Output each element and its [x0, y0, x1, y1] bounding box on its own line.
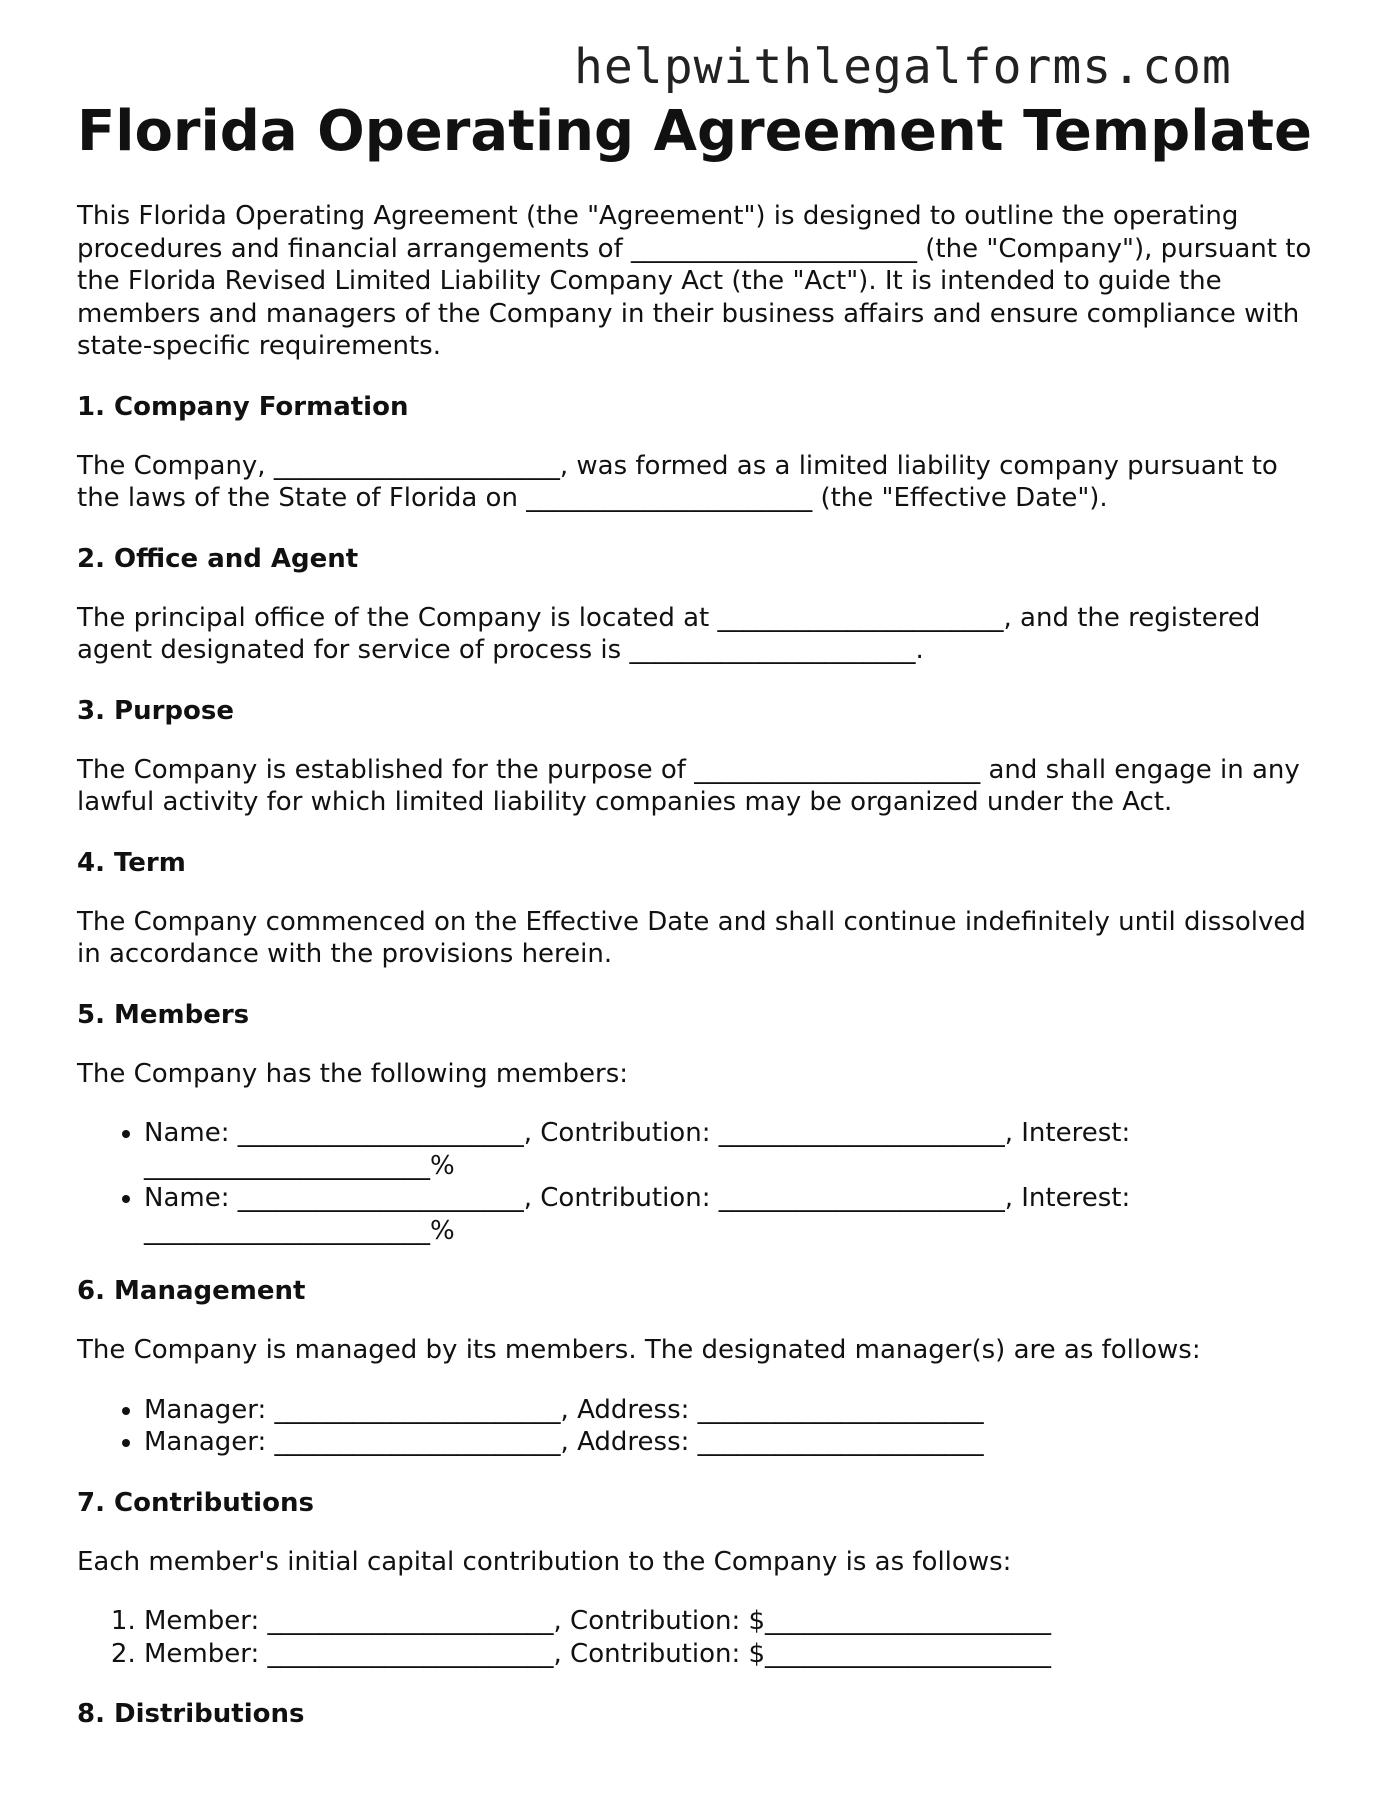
list-item — [144, 1605, 1327, 1638]
member-name-label: Name: — [144, 1118, 238, 1148]
formation-date-blank[interactable]: ______________________ — [526, 483, 813, 513]
manager-address-blank[interactable]: ______________________ — [697, 1394, 984, 1425]
contribution-amount-label: , Contribution: $ — [553, 1606, 766, 1636]
member-interest-label: , Interest: — [1004, 1183, 1131, 1213]
formation-text-3: (the "Effective Date"). — [812, 483, 1108, 513]
office-text-1: The principal office of the Company is located at — [77, 602, 718, 633]
list-item — [144, 1394, 1327, 1427]
contribution-member-label: Member: — [144, 1606, 268, 1636]
member-interest-blank[interactable]: ______________________ — [144, 1150, 430, 1181]
member-interest-blank[interactable]: ______________________ — [144, 1215, 430, 1246]
manager-label: Manager: — [144, 1427, 275, 1457]
manager-address-label: , Address: — [560, 1427, 698, 1457]
intro-text-2: (the "Company"), pursuant to the Florida Revised Limited Liability Company Act (the "Act"). It is intended to guide the members and managers of the Company in their business affairs and ensure compliance with state-specific requirements. — [77, 233, 1312, 361]
purpose-text-2: and shall engage in any lawful activity for which limited liability companies may be organized under the Act. — [77, 754, 1300, 817]
section-heading-management: 6. Management — [77, 1276, 306, 1306]
office-paragraph — [77, 602, 1327, 667]
list-item — [144, 1426, 1327, 1459]
purpose-paragraph — [77, 754, 1327, 819]
term-paragraph: The Company commenced on the Effective Date and shall continue indefinitely until dissolved in accordance with the provisions herein. — [77, 906, 1306, 969]
formation-company-blank[interactable]: ______________________ — [273, 450, 560, 481]
section-heading-term: 4. Term — [77, 847, 186, 878]
intro-paragraph — [77, 200, 1327, 363]
manager-name-blank[interactable]: ______________________ — [274, 1394, 561, 1425]
contribution-member-label: Member: — [144, 1638, 268, 1669]
contribution-member-blank[interactable]: ______________________ — [267, 1638, 554, 1669]
list-item — [144, 1638, 1327, 1671]
section-heading-contributions: 7. Contributions — [77, 1487, 314, 1518]
member-contribution-label: , Contribution: — [523, 1118, 719, 1148]
purpose-text-1: The Company is established for the purpose of — [77, 754, 695, 785]
manager-address-label: , Address: — [560, 1394, 698, 1425]
section-heading-purpose: 3. Purpose — [77, 695, 234, 726]
watermark: helpwithlegalforms.com — [574, 39, 1232, 95]
manager-name-blank[interactable]: ______________________ — [274, 1427, 561, 1457]
member-name-blank[interactable]: ______________________ — [237, 1118, 524, 1148]
member-contribution-blank[interactable]: ______________________ — [718, 1118, 1005, 1148]
member-name-blank[interactable]: ______________________ — [237, 1183, 524, 1213]
document-body — [77, 100, 1327, 1757]
section-heading-office: 2. Office and Agent — [77, 543, 359, 574]
manager-label: Manager: — [144, 1394, 275, 1425]
percent-sign: % — [430, 1150, 455, 1181]
office-address-blank[interactable]: ______________________ — [717, 602, 1004, 633]
page-title: Florida Operating Agreement Template — [77, 99, 1312, 164]
company-name-blank[interactable]: ______________________ — [631, 233, 918, 264]
purpose-blank[interactable]: ______________________ — [694, 754, 981, 785]
formation-paragraph — [77, 450, 1327, 515]
contribution-amount-blank[interactable]: ______________________ — [765, 1638, 1052, 1669]
manager-address-blank[interactable]: ______________________ — [697, 1427, 984, 1457]
office-text-2: , and the registered agent designated for service of process is — [77, 602, 1261, 665]
contributions-paragraph: Each member's initial capital contribution to the Company is as follows: — [77, 1546, 1012, 1577]
member-name-label: Name: — [144, 1183, 238, 1213]
list-item — [144, 1117, 1327, 1182]
formation-text-2: , was formed as a limited liability company pursuant to the laws of the State of Florida on — [77, 450, 1278, 513]
contribution-amount-blank[interactable]: ______________________ — [765, 1606, 1052, 1636]
office-text-3: . — [915, 635, 924, 665]
members-list — [77, 1117, 1327, 1247]
member-contribution-blank[interactable]: ______________________ — [718, 1183, 1005, 1213]
contribution-member-blank[interactable]: ______________________ — [267, 1606, 554, 1636]
management-paragraph: The Company is managed by its members. The designated manager(s) are as follows: — [77, 1335, 1201, 1365]
section-heading-formation: 1. Company Formation — [77, 391, 409, 422]
managers-list — [77, 1394, 1327, 1459]
percent-sign: % — [430, 1215, 455, 1246]
intro-text-1: This Florida Operating Agreement (the "Agreement") is designed to outline the operating procedures and financial arrangements of — [77, 201, 1239, 264]
section-heading-distributions: 8. Distributions — [77, 1699, 305, 1729]
member-contribution-label: , Contribution: — [523, 1183, 719, 1213]
formation-text-1: The Company, — [77, 450, 274, 481]
registered-agent-blank[interactable]: ______________________ — [629, 635, 916, 665]
contribution-amount-label: , Contribution: $ — [553, 1638, 766, 1669]
members-paragraph: The Company has the following members: — [77, 1058, 629, 1089]
list-item — [144, 1182, 1327, 1247]
contributions-list — [77, 1605, 1327, 1670]
member-interest-label: , Interest: — [1004, 1118, 1131, 1148]
section-heading-members: 5. Members — [77, 999, 250, 1030]
